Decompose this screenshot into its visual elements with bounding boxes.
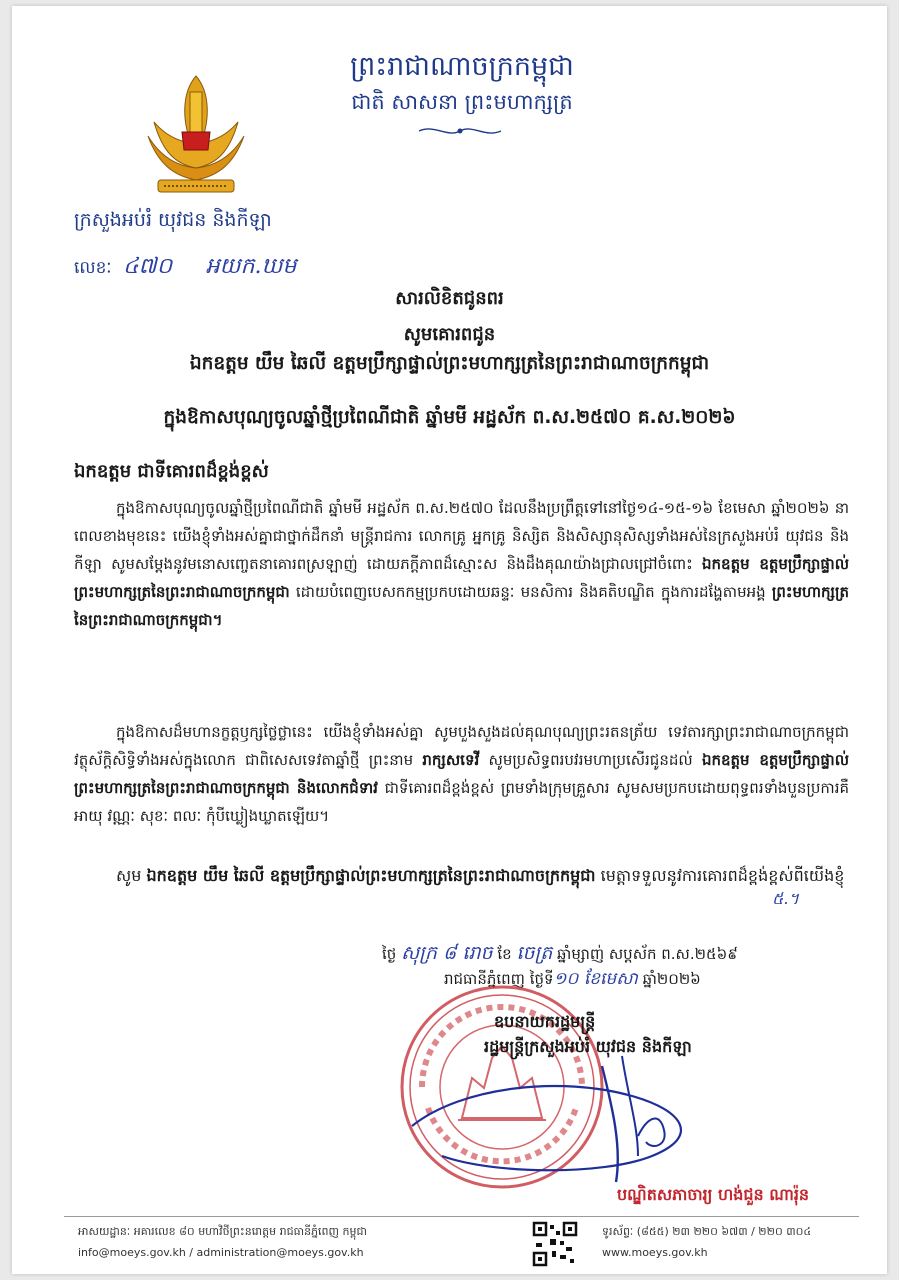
paragraph-3-recipient: ឯកឧត្តម យឹម ឆៃលី ឧត្តមប្រឹក្សាផ្ទាល់ព្រះមហាក្សត្រនៃព្រះរាជាណាចក្រកម្ពុជា	[146, 866, 596, 885]
lunar-date	[382, 941, 738, 969]
royal-emblem-icon	[144, 72, 248, 200]
paragraph-3-text-a: សូម	[116, 866, 142, 885]
paragraph-2-recipient: ឯកឧត្តម ឧត្តមប្រឹក្សាផ្ទាល់ព្រះមហាក្សត្រនៃព្រះរាជាណាចក្រកម្ពុជា និងលោកជំទាវ	[74, 751, 849, 797]
reference-label: លេខៈ	[74, 258, 112, 278]
signatory-title: ឧបនាយករដ្ឋមន្ត្រី	[494, 1012, 596, 1031]
lunar-rest: ឆ្នាំម្សាញ់ សប្តស័ក ព.ស.២៥៦៩	[557, 945, 738, 963]
solar-date-handwritten: ១០ ខែមេសា	[553, 969, 638, 989]
paragraph-1-recipient: ឯកឧត្តម ឧត្តមប្រឹក្សាផ្ទាល់ព្រះមហាក្សត្រនៃព្រះរាជាណាចក្រកម្ពុជា	[74, 555, 849, 601]
paragraph-2-deity: រាក្សសទេវី	[422, 751, 480, 769]
lunar-prefix: ថ្ងៃ	[382, 945, 397, 963]
solar-rest: ឆ្នាំ២០២៦	[642, 970, 701, 988]
paragraph-1-text-a: ក្នុងឱកាសបុណ្យចូលឆ្នាំថ្មីប្រពៃណីជាតិ ឆ្នាំមមី អដ្ឋស័ក ព.ស.២៥៧០ ដែលនឹងប្រព្រឹត្តទៅនៅថ្ងៃ១៤-១៥-១៦ ខែមេសា ឆ្នាំ២០២៦ នាពេលខាងមុខនេះ យើងខ្ញុំទាំងអស់គ្នាជាថ្នាក់ដឹកនាំ មន្ត្រីរាជការ លោកគ្រូ អ្នកគ្រូ និស្សិត និងសិស្សានុសិស្សទាំងអស់នៃក្រសួងអប់រំ យុវជន និងកីឡា សូមសម្តែងនូវមនោសញ្ចេតនាគោរពស្រឡាញ់ ដោយភក្តីភាពដ៏ស្មោះស និងដឹងគុណយ៉ាងជ្រាលជ្រៅចំពោះ	[74, 499, 849, 573]
paragraph-2-text-e: ជាទីគោរពដ៏ខ្ពង់ខ្ពស់ ព្រមទាំងក្រុមគ្រួសារ សូមសមប្រកបដោយពុទ្ធពរទាំងបួនប្រការគឺ អាយុ វណ្ណៈ សុខៈ ពលៈ កុំបីឃ្លៀងឃ្លាតឡើយ។	[74, 779, 849, 825]
lunar-month-label: ខែ	[497, 945, 512, 963]
footer-address: អាសយដ្ឋានៈ អគារលេខ ៨០ មហាវិថីព្រះនរោត្តម រាជធានីភ្នំពេញ កម្ពុជា	[78, 1225, 367, 1238]
ministry-name: ក្រសួងអប់រំ យុវជន និងកីឡា	[74, 209, 272, 231]
handwritten-note	[772, 888, 862, 918]
footer-divider	[64, 1216, 859, 1217]
footer-website[interactable]: www.moeys.gov.kh	[602, 1246, 708, 1259]
paragraph-1	[74, 494, 849, 634]
handwritten-note-text: ៥.។	[772, 889, 799, 908]
occasion-heading: ក្នុងឱកាសបុណ្យចូលឆ្នាំថ្មីប្រពៃណីជាតិ ឆ្នាំមមី អដ្ឋស័ក ព.ស.២៥៧០ គ.ស.២០២៦	[163, 407, 736, 428]
qr-code-icon	[532, 1221, 578, 1267]
footer-email[interactable]: info@moeys.gov.kh / administration@moeys.gov.kh	[78, 1246, 364, 1259]
kingdom-header	[312, 48, 612, 118]
salutation: ឯកឧត្តម ជាទីគោរពដ៏ខ្ពង់ខ្ពស់	[74, 461, 269, 482]
recipient-heading: ឯកឧត្តម យឹម ឆៃលី ឧត្តមប្រឹក្សាផ្ទាល់ព្រះមហាក្សត្រនៃព្រះរាជាណាចក្រកម្ពុជា	[189, 353, 710, 374]
signatory-ministry: រដ្ឋមន្ត្រីក្រសួងអប់រំ យុវជន និងកីឡា	[484, 1037, 692, 1056]
national-motto: ជាតិ សាសនា ព្រះមហាក្សត្រ	[351, 90, 573, 114]
paragraph-1-king: ព្រះមហាក្សត្រនៃព្រះរាជាណាចក្រកម្ពុជា។	[74, 583, 849, 629]
reference-number	[74, 252, 296, 284]
paragraph-3-text-c: មេត្តាទទួលនូវការគោរពដ៏ខ្ពង់ខ្ពស់ពីយើងខ្ញុំ	[600, 866, 845, 885]
solar-prefix: រាជធានីភ្នំពេញ ថ្ងៃទី	[444, 970, 554, 988]
kingdom-name: ព្រះរាជាណាចក្រកម្ពុជា	[350, 51, 574, 82]
paragraph-3	[74, 862, 849, 890]
paragraph-2-text-c: សូមប្រសិទ្ធពរបវរមហាប្រសើរជូនដល់	[488, 751, 693, 769]
paragraph-1-text-c: ដោយបំពេញបេសកកម្មប្រកបដោយឆន្ទៈ មនសិការ និងគតិបណ្ឌិត ក្នុងការដង្ហែតាមអង្គ	[295, 583, 766, 601]
reference-code: អយក.ឃម	[205, 254, 297, 279]
signer-name: បណ្ឌិតសភាចារ្យ ហង់ជួន ណារ៉ុន	[617, 1185, 810, 1204]
paragraph-2-text-a: ក្នុងឱកាសដ៏មហានក្ខត្តឫក្សថ្លៃថ្លានេះ យើងខ្ញុំទាំងអស់គ្នា សូមបួងសួងដល់គុណបុណ្យព្រះរតនត្រ័យ ទេវតារក្សាព្រះរាជាណាចក្រកម្ពុជា វត្ថុស័ក្តិសិទ្ធិទាំងអស់ក្នុងលោក ជាពិសេសទេវតាឆ្នាំថ្មី ព្រះនាម	[74, 723, 849, 769]
lunar-month-handwritten: ចេត្រ	[516, 942, 553, 964]
respectfully-to-heading: សូមគោរពជូន	[403, 324, 496, 345]
paragraph-2	[74, 718, 849, 830]
lunar-day-handwritten: សុក្រ ៨ រោច	[401, 942, 493, 964]
footer-phone: ទូរស័ព្ទៈ (៨៥៥) ២៣ ២២០ ៦៧៣ / ២២០ ៣០៤	[602, 1225, 812, 1238]
ornament-divider-icon	[417, 122, 503, 140]
letter-page	[12, 6, 887, 1274]
reference-number-handwritten: ៤៧០	[122, 254, 173, 279]
handwritten-signature-icon	[402, 1046, 732, 1186]
letter-type-heading: សារលិខិតជូនពរ	[395, 288, 504, 309]
